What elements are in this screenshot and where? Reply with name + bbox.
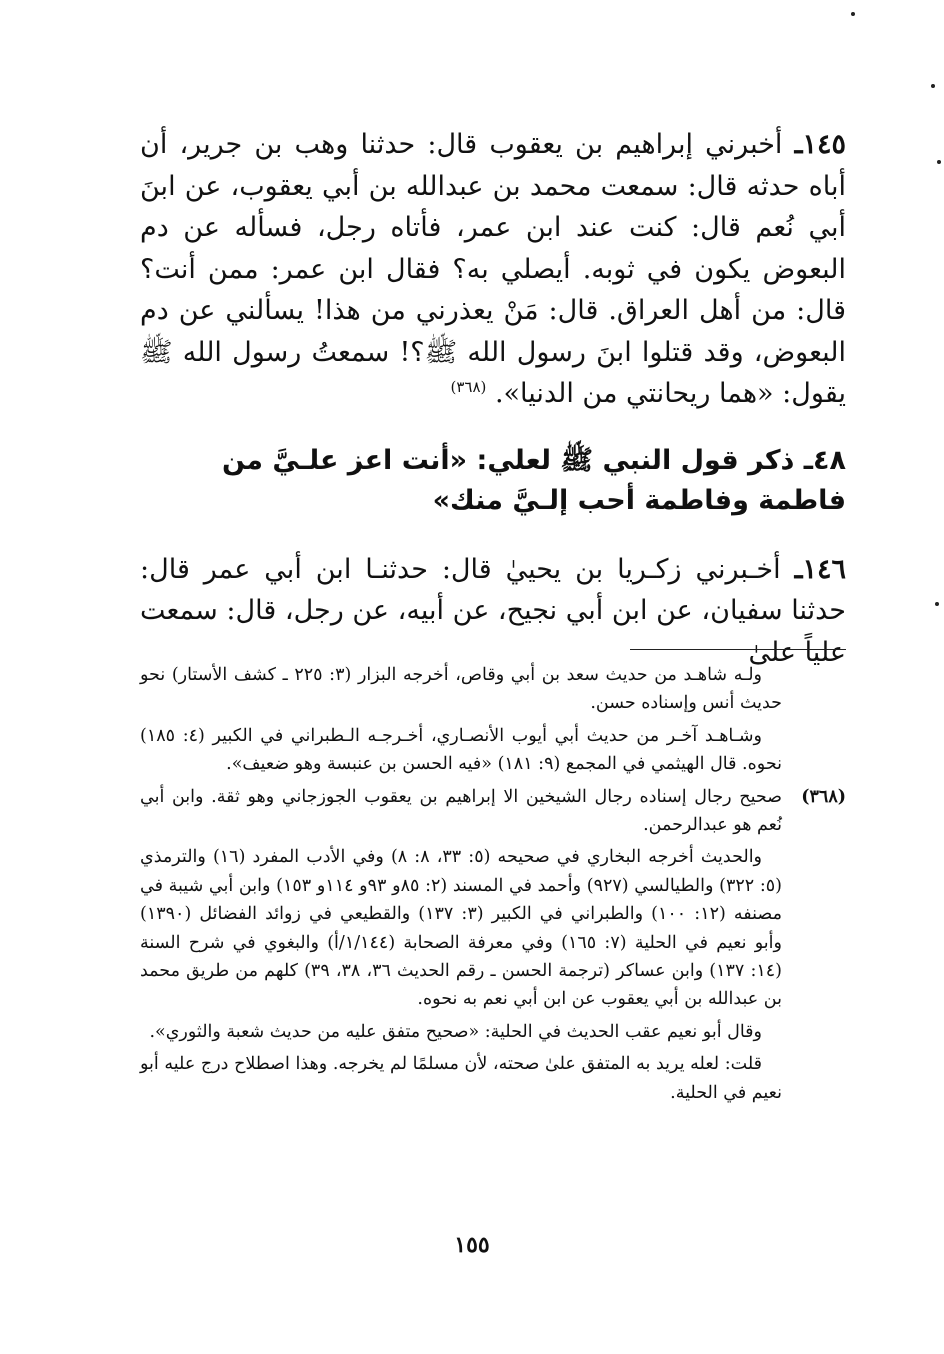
footnote-paragraph: والحديث أخرجه البخاري في صحيحه (٥: ٣٣، ٨: ٨) وفي الأدب المفرد (١٦) والترمذي (٥: ٣٢٢) والطيالسي (٩٢٧) وأحمد في المسند (٢: ٨٥و ٩٣و ١١٤و ١٥٣) وابن أبي شيبة في مصنفه (١٢: ١٠٠) والطبراني في الكبير (٣: ١٣٧) والقطيعي في زوائد الفضائل (١٣٩٠) وأبو نعيم في الحلية (٧: ١٦٥) وفي معرفة الصحابة (١/١٤٤/أ) والبغوي في شرح السنة (١٤: ١٣٧) وابن عساكر (ترجمة الحسن ـ رقم الحديث ٣٦، ٣٨، ٣٩) كلهم من طريق محمد بن عبدالله بن أبي يعقوب عن ابن أبي نعم به نحوه. — [140, 847, 782, 1010]
scan-dot — [931, 84, 935, 88]
scan-dot — [937, 160, 941, 164]
main-text — [140, 124, 846, 673]
footnotes — [140, 661, 846, 1115]
section-heading — [140, 441, 846, 521]
hadith-number: ١٤٦ـ — [794, 553, 846, 585]
footnote-separator — [630, 649, 846, 650]
footnote-body — [140, 783, 782, 1111]
footnote-paragraph: صحيح رجال إسناده رجال الشيخين الا إبراهيم بن يعقوب الجوزجاني وهو ثقة. وابن أبي نُعم هو عبدالرحمن. — [140, 786, 782, 836]
hadith-text: أخـبرني زكـريا بن يحييٰ قال: حدثنـا ابن أبي عمر قال: حدثنا سفيان، عن ابن أبي نجيح، عن أبيه، عن رجل، قال: سمعت علياً علىٰ — [140, 553, 846, 668]
page-number: ١٥٥ — [454, 1232, 490, 1258]
hadith-145 — [140, 124, 846, 415]
hadith-text: أخبرني إبراهيم بن يعقوب قال: حدثنا وهب بن جرير، أن أباه حدثه قال: سمعت محمد بن عبدالله بن أبي يعقوب، عن ابنَ أبي نُعم قال: كنت عند ابن عمر، فأتاه رجل، فسأله عن دم البعوض يكون في ثوبه. أيصلي به؟ فقال ابن عمر: ممن أنت؟ قال: من أهل العراق. قال: مَنْ يعذرني من هذا! يسألني عن دم البعوض، وقد قتلوا ابنَ رسول الله ﷺ؟! سمعتُ رسول الله ﷺ يقول: «هما ريحانتي من الدنيا». — [140, 129, 846, 409]
footnote-paragraph: قلت: لعله يريد به المتفق علىٰ صحته، لأن مسلمًا لم يخرجه. وهذا اصطلاح درج عليه أبو نعيم في الحلية. — [140, 1054, 782, 1103]
section-number: ٤٨ـ — [803, 444, 846, 476]
footnote-reference: (٣٦٨) — [450, 378, 487, 396]
footnote-368 — [140, 783, 846, 1111]
section-title: ذكر قول النبي ﷺ لعلي: «أنت اعز علـيَّ من فاطمة وفاطمة أحب إلـيَّ منك» — [221, 444, 846, 516]
scan-dot — [935, 602, 939, 606]
footnote-number: (٣٦٨) — [801, 786, 846, 807]
hadith-146 — [140, 549, 846, 674]
footnote-continuation: وشـاهـد آخـر من حديث أبي أيوب الأنصـاري، أخـرجـه الـطبراني في الكبير (٤: ١٨٥) نحوه. قال الهيثمي في المجمع (٩: ١٨١) «فيه الحسن بن عنبسة وهو ضعيف». — [140, 725, 782, 775]
footnote-continuation: ولـه شاهـد من حديث سعد بن أبي وقاص، أخرجه البزار (٣: ٢٢٥ ـ كشف الأستار) نحو حديث أنس وإسناده حسن. — [140, 665, 782, 714]
scan-dot — [851, 12, 855, 16]
footnote-paragraph: وقال أبو نعيم عقب الحديث في الحلية: «صحيح متفق عليه من حديث شعبة والثوري». — [149, 1021, 762, 1042]
hadith-number: ١٤٥ـ — [794, 129, 846, 160]
